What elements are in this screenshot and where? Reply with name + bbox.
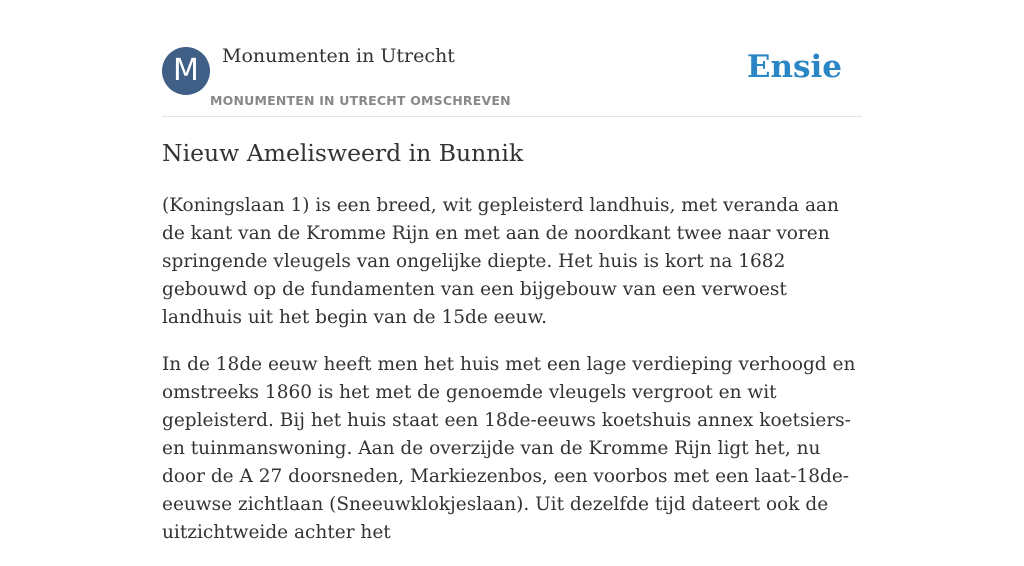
avatar[interactable]: M [162, 47, 210, 95]
site-header [162, 0, 862, 117]
article-body [162, 192, 862, 566]
article-paragraph: In de 18de eeuw heeft men het huis met een lage verdieping verhoogd en omstreeks 1860 is het met de genoemde vleugels vergroot en wit gepleisterd. Bij het huis staat een 18de-eeuws koetshuis annex koetsiers- en tuinmanswoning. Aan de overzijde van de Kromme Rijn ligt het, nu door de A 27 doorsneden, Markiezenbos, een voorbos met een laat-18de-eeuwse zichtlaan (Sneeuwklokjeslaan). Uit dezelfde tijd dateert ook de uitzichtweide achter het [162, 354, 856, 543]
site-subtitle: MONUMENTEN IN UTRECHT OMSCHREVEN [210, 93, 511, 108]
article-title: Nieuw Amelisweerd in Bunnik [162, 139, 524, 167]
site-title-link[interactable]: Monumenten in Utrecht [222, 45, 455, 67]
brand-logo-link[interactable]: Ensie [746, 49, 842, 85]
article-paragraph: (Koningslaan 1) is een breed, wit gepleisterd landhuis, met veranda aan de kant van de Kromme Rijn en met aan de noordkant twee naar voren springende vleugels van ongelijke diepte. Het huis is kort na 1682 gebouwd op de fundamenten van een bijgebouw van een verwoest landhuis uit het begin van de 15de eeuw. [162, 195, 839, 328]
page [162, 0, 862, 543]
